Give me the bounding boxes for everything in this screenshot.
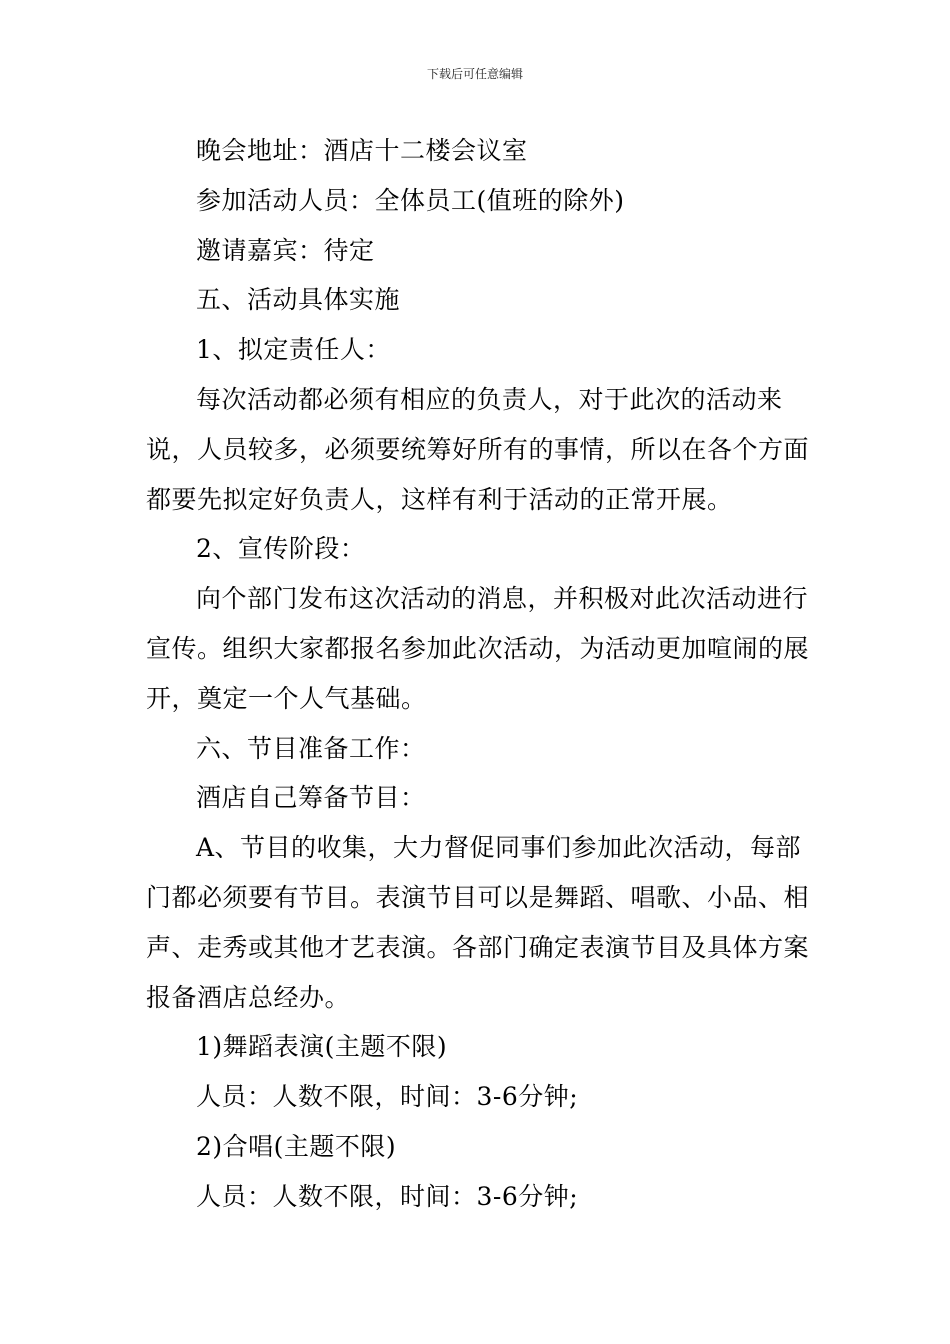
paragraph-responsible-person: 每次活动都必须有相应的负责人，对于此次的活动来说，人员较多，必须要统筹好所有的事情，所以在各个方面都要先拟定好负责人，这样有利于活动的正常开展。 — [146, 384, 810, 514]
subheading-responsible-person: 1、拟定责任人： — [196, 335, 391, 365]
document-body — [146, 126, 812, 1222]
section-heading-implementation: 五、活动具体实施 — [196, 285, 401, 315]
subheading-hotel-programs: 酒店自己筹备节目： — [196, 783, 426, 813]
paragraph-guests: 邀请嘉宾：待定 — [196, 235, 375, 265]
paragraph-program-collection: A、节目的收集，大力督促同事们参加此次活动，每部门都必须要有节目。表演节目可以是舞蹈、唱歌、小品、相声、走秀或其他才艺表演。各部门确定表演节目及具体方案报备酒店总经办。 — [146, 833, 810, 1012]
list-item-chorus-details: 人员：人数不限，时间：3-6分钟; — [196, 1181, 579, 1211]
paragraph-participants: 参加活动人员：全体员工(值班的除外) — [196, 185, 625, 215]
section-heading-program-prep: 六、节目准备工作： — [196, 733, 426, 763]
paragraph-promotion: 向个部门发布这次活动的消息，并积极对此次活动进行宣传。组织大家都报名参加此次活动，为活动更加喧闹的展开，奠定一个人气基础。 — [146, 584, 810, 713]
list-item-dance-details: 人员：人数不限，时间：3-6分钟; — [196, 1082, 579, 1112]
list-item-dance: 1)舞蹈表演(主题不限) — [196, 1032, 448, 1062]
page-header-note: 下载后可任意编辑 — [426, 67, 523, 81]
subheading-promotion: 2、宣传阶段： — [196, 534, 366, 564]
paragraph-venue: 晚会地址：酒店十二楼会议室 — [196, 136, 528, 165]
list-item-chorus: 2)合唱(主题不限) — [196, 1131, 397, 1161]
